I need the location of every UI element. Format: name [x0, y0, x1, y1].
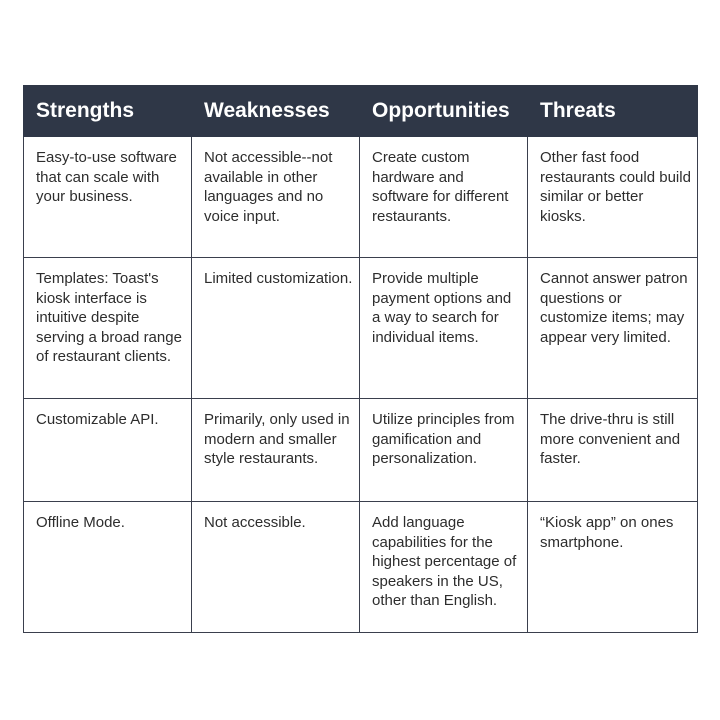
swot-table — [23, 85, 698, 633]
table-row — [24, 137, 698, 258]
threat-cell: The drive-thru is still more convenient and faster. — [528, 399, 698, 502]
swot-body — [24, 137, 698, 633]
strength-cell: Customizable API. — [24, 399, 192, 502]
opportunity-cell: Utilize principles from gamification and personalization. — [360, 399, 528, 502]
table-row — [24, 399, 698, 502]
header-weaknesses: Weaknesses — [192, 86, 360, 137]
strength-cell: Templates: Toast's kiosk interface is intuitive despite serving a broad range of restaurant clients. — [24, 258, 192, 399]
opportunity-cell: Provide multiple payment options and a way to search for individual items. — [360, 258, 528, 399]
table-row — [24, 258, 698, 399]
weakness-cell: Not accessible. — [192, 502, 360, 633]
strength-cell: Easy-to-use software that can scale with your business. — [24, 137, 192, 258]
weakness-cell: Limited customization. — [192, 258, 360, 399]
weakness-cell: Primarily, only used in modern and smaller style restaurants. — [192, 399, 360, 502]
header-opportunities: Opportunities — [360, 86, 528, 137]
table-row — [24, 502, 698, 633]
header-row — [24, 86, 698, 137]
opportunity-cell: Add language capabilities for the highest percentage of speakers in the US, other than English. — [360, 502, 528, 633]
threat-cell: “Kiosk app” on ones smartphone. — [528, 502, 698, 633]
header-strengths: Strengths — [24, 86, 192, 137]
opportunity-cell: Create custom hardware and software for different restaurants. — [360, 137, 528, 258]
threat-cell: Cannot answer patron questions or customize items; may appear very limited. — [528, 258, 698, 399]
swot-header — [24, 86, 698, 137]
weakness-cell: Not accessible--not available in other languages and no voice input. — [192, 137, 360, 258]
strength-cell: Offline Mode. — [24, 502, 192, 633]
threat-cell: Other fast food restaurants could build similar or better kiosks. — [528, 137, 698, 258]
header-threats: Threats — [528, 86, 698, 137]
